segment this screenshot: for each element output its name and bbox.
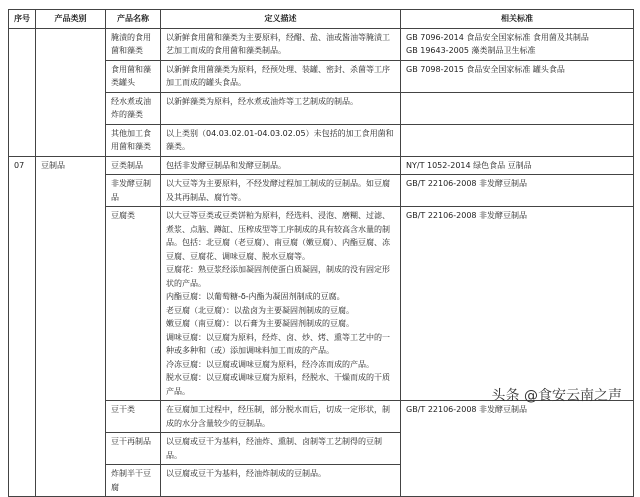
cell-name: 豆腐类 (106, 207, 161, 401)
cell-desc: 以新鲜藻类为原料，经水煮或油炸等工艺制成的制品。 (161, 92, 401, 124)
desc-line: 调味豆腐：以豆腐为原料，经炸、卤、炒、烤、熏等工艺中的一种或多种和（或）添加调味料加工而成的产品。 (166, 332, 390, 355)
std-line: GB 19643-2005 藻类制品卫生标准 (406, 46, 536, 55)
cell-name: 非发酵豆制品 (106, 175, 161, 207)
watermark: 头条 @食安云南之声 (491, 388, 622, 404)
table-row (9, 156, 634, 175)
header-definition: 定义描述 (161, 10, 401, 29)
cell-name: 腌渍的食用菌和藻类 (106, 28, 161, 60)
cell-std (401, 28, 634, 60)
header-row (9, 10, 634, 29)
cell-std: GB/T 22106-2008 非发酵豆制品 (401, 207, 634, 401)
cell-std (401, 92, 634, 124)
cell-name: 食用菌和藻类罐头 (106, 60, 161, 92)
header-no: 序号 (9, 10, 36, 29)
cell-name: 豆类制品 (106, 156, 161, 175)
cell-name: 炸制半干豆腐 (106, 465, 161, 497)
desc-line: 老豆腐（北豆腐）：以盐卤为主要凝固剂制成的豆腐。 (166, 305, 354, 315)
cell-name: 经水煮或油炸的藻类 (106, 92, 161, 124)
cell-std: GB/T 22106-2008 非发酵豆制品 (401, 175, 634, 207)
cell-name: 豆干类 (106, 401, 161, 433)
cell-desc: 以豆腐或豆干为基料，经油炸制成的豆制品。 (161, 465, 401, 497)
std-line: GB 7096-2014 食品安全国家标准 食用菌及其制品 (406, 32, 589, 42)
cell-std: NY/T 1052-2014 绿色食品 豆制品 (401, 156, 634, 175)
cell-desc: 包括非发酵豆制品和发酵豆制品。 (161, 156, 401, 175)
food-category-table (8, 9, 634, 497)
cell-desc: 以豆腐或豆干为基料，经油炸、熏制、卤制等工艺制得的豆制品。 (161, 433, 401, 465)
cell-no: 07 (9, 156, 36, 497)
cell-desc: 以新鲜食用菌和藻类为主要原料，经醋、盐、油或酱油等腌渍工艺加工而成的食用菌和藻类制品。 (161, 28, 401, 60)
cell-no (9, 28, 36, 156)
cell-std: GB 7098-2015 食品安全国家标准 罐头食品 (401, 60, 634, 92)
header-category: 产品类别 (36, 10, 106, 29)
cell-desc: 以大豆等为主要原料，不经发酵过程加工制成的豆制品。如豆腐及其再制品、腐竹等。 (161, 175, 401, 207)
cell-category: 豆制品 (36, 156, 106, 497)
desc-line: 冷冻豆腐：以豆腐或调味豆腐为原料，经冷冻而成的产品。 (166, 359, 374, 369)
cell-name: 其他加工食用菌和藻类 (106, 124, 161, 156)
cell-std (401, 124, 634, 156)
cell-desc: 以新鲜食用菌藻类为原料，经预处理、装罐、密封、杀菌等工序加工而成的罐头食品。 (161, 60, 401, 92)
header-name: 产品名称 (106, 10, 161, 29)
cell-desc: 以上类别（04.03.02.01-04.03.02.05）未包括的加工食用菌和藻类。 (161, 124, 401, 156)
cell-name: 豆干再制品 (106, 433, 161, 465)
cell-desc: 在豆腐加工过程中，经压制，部分脱水而后，切成一定形状，制成的水分含量较少的豆制品。 (161, 401, 401, 433)
desc-line: 脱水豆腐：以豆腐或调味豆腐为原料，经脱水、干燥而成的干质产品。 (166, 373, 390, 396)
cell-desc (161, 207, 401, 401)
desc-line: 以大豆等豆类或豆类饼粕为原料，经选料、浸泡、磨糊、过滤、煮浆、点脑、蹲缸、压榨成型等工序制成的具有较高含水量的制品。包括：北豆腐（老豆腐）、南豆腐（嫩豆腐）、内酯豆腐、冻豆腐、豆腐花、调味豆腐、脱水豆腐等。 (166, 211, 390, 261)
cell-std: GB/T 22106-2008 非发酵豆制品 (401, 401, 634, 497)
header-standard: 相关标准 (401, 10, 634, 29)
desc-line: 嫩豆腐（南豆腐）：以石膏为主要凝固剂制成的豆腐。 (166, 319, 354, 328)
desc-line: 豆腐花：熟豆浆经添加凝固剂使蛋白质凝固，制成的没有固定形状的产品。 (166, 265, 390, 288)
cell-category (36, 28, 106, 156)
desc-line: 内酯豆腐：以葡萄糖-δ-内酯为凝固剂制成的豆腐。 (166, 292, 345, 301)
table-row (9, 28, 634, 60)
